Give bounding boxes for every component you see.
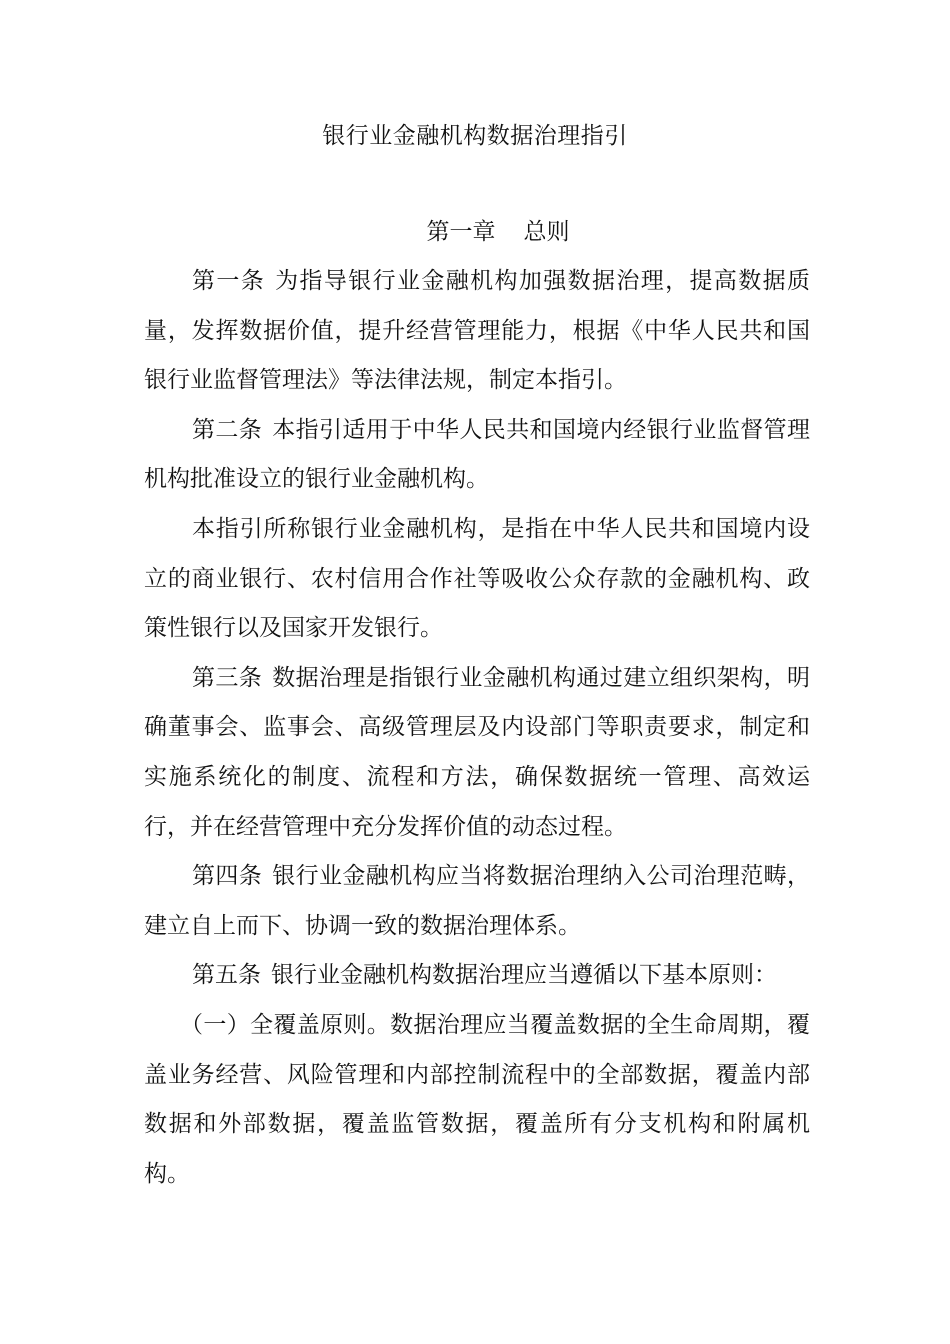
article-paragraph [144, 852, 810, 951]
article-number: 第一条 [192, 268, 266, 294]
article-text: 银行业金融机构应当将数据治理纳入公司治理范畴，建立自上而下、协调一致的数据治理体系。 [144, 863, 811, 939]
body-paragraph [144, 505, 810, 654]
article-paragraph [144, 257, 810, 406]
chapter-name: 总则 [523, 219, 570, 245]
principle-item [144, 1001, 810, 1199]
document-title: 银行业金融机构数据治理指引 [322, 123, 628, 149]
chapter-heading [0, 214, 950, 250]
principle-text: （一）全覆盖原则。数据治理应当覆盖数据的全生命周期，覆盖业务经营、风险管理和内部控制流程中的全部数据，覆盖内部数据和外部数据，覆盖监管数据，覆盖所有分支机构和附属机构。 [144, 1011, 810, 1187]
chapter-number: 第一章 [426, 219, 496, 245]
article-text: 银行业金融机构数据治理应当遵循以下基本原则： [271, 962, 777, 989]
article-paragraph [144, 654, 810, 852]
article-number: 第五条 [192, 962, 261, 989]
article-text: 为指导银行业金融机构加强数据治理，提高数据质量，发挥数据价值，提升经营管理能力，根据《中华人民共和国银行业监督管理法》等法律法规，制定本指引。 [144, 268, 810, 394]
article-paragraph [144, 406, 810, 505]
article-number: 第四条 [192, 863, 263, 890]
paragraph-text: 本指引所称银行业金融机构，是指在中华人民共和国境内设立的商业银行、农村信用合作社等吸收公众存款的金融机构、政策性银行以及国家开发银行。 [144, 515, 810, 642]
article-text: 数据治理是指银行业金融机构通过建立组织架构，明确董事会、监事会、高级管理层及内设部门等职责要求，制定和实施系统化的制度、流程和方法，确保数据统一管理、高效运行，并在经营管理中充分发挥价值的动态过程。 [144, 664, 811, 840]
article-number: 第二条 [192, 416, 263, 443]
article-paragraph [144, 951, 810, 1001]
body-text [144, 257, 810, 1199]
article-text: 本指引适用于中华人民共和国境内经银行业监督管理机构批准设立的银行业金融机构。 [144, 416, 811, 493]
article-number: 第三条 [192, 664, 263, 691]
